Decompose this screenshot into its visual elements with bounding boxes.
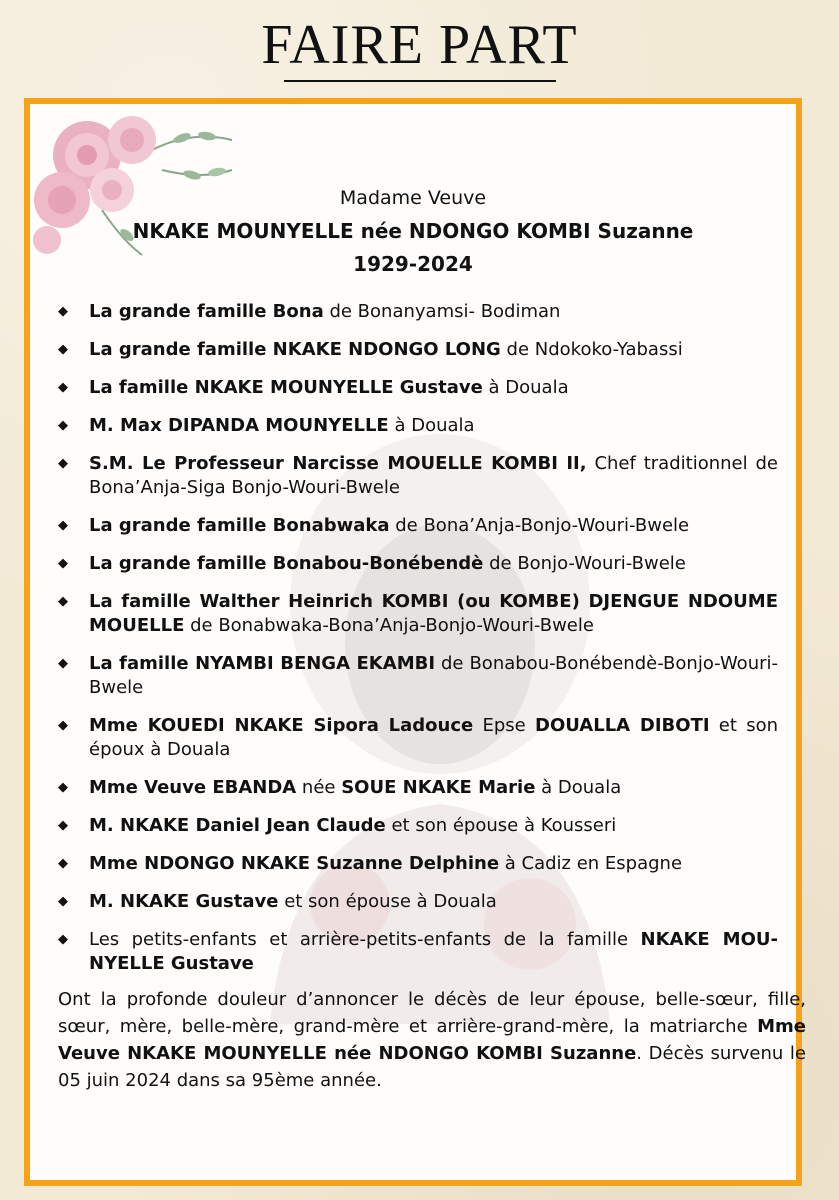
list-item bbox=[58, 890, 778, 914]
list-item bbox=[58, 452, 778, 500]
diamond-bullet-icon: ◆ bbox=[58, 718, 68, 733]
list-item-name: Mme Veuve EBANDA bbox=[89, 777, 297, 798]
list-item-name: Mme NDONGO NKAKE Suzanne Delphine bbox=[89, 853, 500, 874]
list-item bbox=[58, 514, 778, 538]
list-item-name: La famille NKAKE MOUNYELLE Gustave bbox=[89, 377, 483, 398]
list-item-name: La grande famille NKAKE NDONGO LONG bbox=[89, 339, 501, 360]
list-item-name: La famille NYAMBI BENGA EKAMBI bbox=[89, 653, 436, 674]
diamond-bullet-icon: ◆ bbox=[58, 780, 68, 795]
list-item-name: La grande famille Bona bbox=[89, 301, 324, 322]
list-item-text: et son épouse à Douala bbox=[278, 891, 497, 912]
list-item-text: de Bonjo-Wouri-Bwele bbox=[483, 553, 686, 574]
list-item-text: Epse bbox=[473, 715, 535, 736]
closing-name: Mme Veuve NKAKE MOUNYELLE née NDONGO KOMBI Suzanne bbox=[58, 1016, 806, 1064]
list-item bbox=[58, 928, 778, 976]
title-underline bbox=[284, 80, 556, 82]
diamond-bullet-icon: ◆ bbox=[58, 656, 68, 671]
list-item bbox=[58, 376, 778, 400]
list-item-text: à Douala bbox=[388, 415, 475, 436]
list-item-text: de Bonabou-Bonébendè-Bonjo-Wouri-Bwele bbox=[89, 653, 779, 698]
diamond-bullet-icon: ◆ bbox=[58, 380, 68, 395]
deceased-name: NKAKE MOUNYELLE née NDONGO KOMBI Suzanne bbox=[132, 219, 694, 243]
list-item-name: La famille Walther Heinrich KOMBI (ou KOMBE) DJENGUE NDOUME MOUELLE bbox=[89, 591, 778, 636]
list-item bbox=[58, 338, 778, 362]
list-item-text: Chef traditionnel de Bona’Anja-Siga Bonjo-Wouri-Bwele bbox=[89, 453, 778, 498]
diamond-bullet-icon: ◆ bbox=[58, 818, 68, 833]
list-item-text: de Bonanyamsi- Bodiman bbox=[323, 301, 561, 322]
list-item bbox=[58, 814, 778, 838]
list-item-name: DOUALLA DIBOTI bbox=[535, 715, 710, 736]
diamond-bullet-icon: ◆ bbox=[58, 894, 68, 909]
closing-text: Ont la profonde douleur d’annoncer le décès de leur épouse, belle-sœur, fille, sœur, mère, belle-mère, grand-mère et arrière-grand-mère, la matriarche bbox=[58, 989, 806, 1037]
list-item-text: à Douala bbox=[535, 777, 622, 798]
list-item-name: Mme KOUEDI NKAKE Sipora Ladouce bbox=[89, 715, 474, 736]
diamond-bullet-icon: ◆ bbox=[58, 518, 68, 533]
list-item bbox=[58, 414, 778, 438]
list-item-text: et son épouse à Kousseri bbox=[385, 815, 617, 836]
list-item-name: La grande famille Bonabou-Bonébendè bbox=[89, 553, 484, 574]
list-item-name: NKAKE MOU-NYELLE Gustave bbox=[89, 929, 778, 974]
announcement-frame bbox=[24, 98, 806, 1186]
list-item-name: M. NKAKE Gustave bbox=[89, 891, 279, 912]
list-item-text: de Ndokoko-Yabassi bbox=[500, 339, 683, 360]
list-item-text: de Bonabwaka-Bona’Anja-Bonjo-Wouri-Bwele bbox=[184, 615, 594, 636]
list-item bbox=[58, 590, 778, 638]
list-item bbox=[58, 652, 778, 700]
list-item-name: M. Max DIPANDA MOUNYELLE bbox=[89, 415, 389, 436]
diamond-bullet-icon: ◆ bbox=[58, 932, 68, 947]
list-item-text: et son époux à Douala bbox=[89, 715, 778, 760]
page-title: FAIRE PART bbox=[261, 14, 578, 76]
list-item bbox=[58, 300, 778, 324]
honorific: Madame Veuve bbox=[339, 187, 487, 209]
diamond-bullet-icon: ◆ bbox=[58, 556, 68, 571]
diamond-bullet-icon: ◆ bbox=[58, 342, 68, 357]
diamond-bullet-icon: ◆ bbox=[58, 594, 68, 609]
list-item bbox=[58, 852, 778, 876]
list-item-name: M. NKAKE Daniel Jean Claude bbox=[89, 815, 386, 836]
deceased-header bbox=[30, 182, 796, 281]
list-item-text: de Bona’Anja-Bonjo-Wouri-Bwele bbox=[389, 515, 690, 536]
diamond-bullet-icon: ◆ bbox=[58, 418, 68, 433]
diamond-bullet-icon: ◆ bbox=[58, 304, 68, 319]
diamond-bullet-icon: ◆ bbox=[58, 856, 68, 871]
list-item-name: La grande famille Bonabwaka bbox=[89, 515, 390, 536]
closing-date-text: . Décès survenu le 05 juin 2024 dans sa 95ème année. bbox=[58, 1043, 806, 1091]
diamond-bullet-icon: ◆ bbox=[58, 456, 68, 471]
life-years: 1929-2024 bbox=[353, 252, 473, 276]
closing-paragraph bbox=[58, 986, 806, 1094]
list-item-text: à Cadiz en Espagne bbox=[499, 853, 683, 874]
list-item-name: SOUE NKAKE Marie bbox=[341, 777, 536, 798]
list-item-name: S.M. Le Professeur Narcisse MOUELLE KOMBI II, bbox=[89, 453, 587, 474]
list-item bbox=[58, 714, 778, 762]
list-item-text: née bbox=[296, 777, 342, 798]
list-item bbox=[58, 552, 778, 576]
list-item bbox=[58, 776, 778, 800]
list-item-text: Les petits-enfants et arrière-petits-enfants de la famille bbox=[89, 929, 641, 950]
list-item-text: à Douala bbox=[482, 377, 569, 398]
family-list bbox=[58, 300, 778, 990]
